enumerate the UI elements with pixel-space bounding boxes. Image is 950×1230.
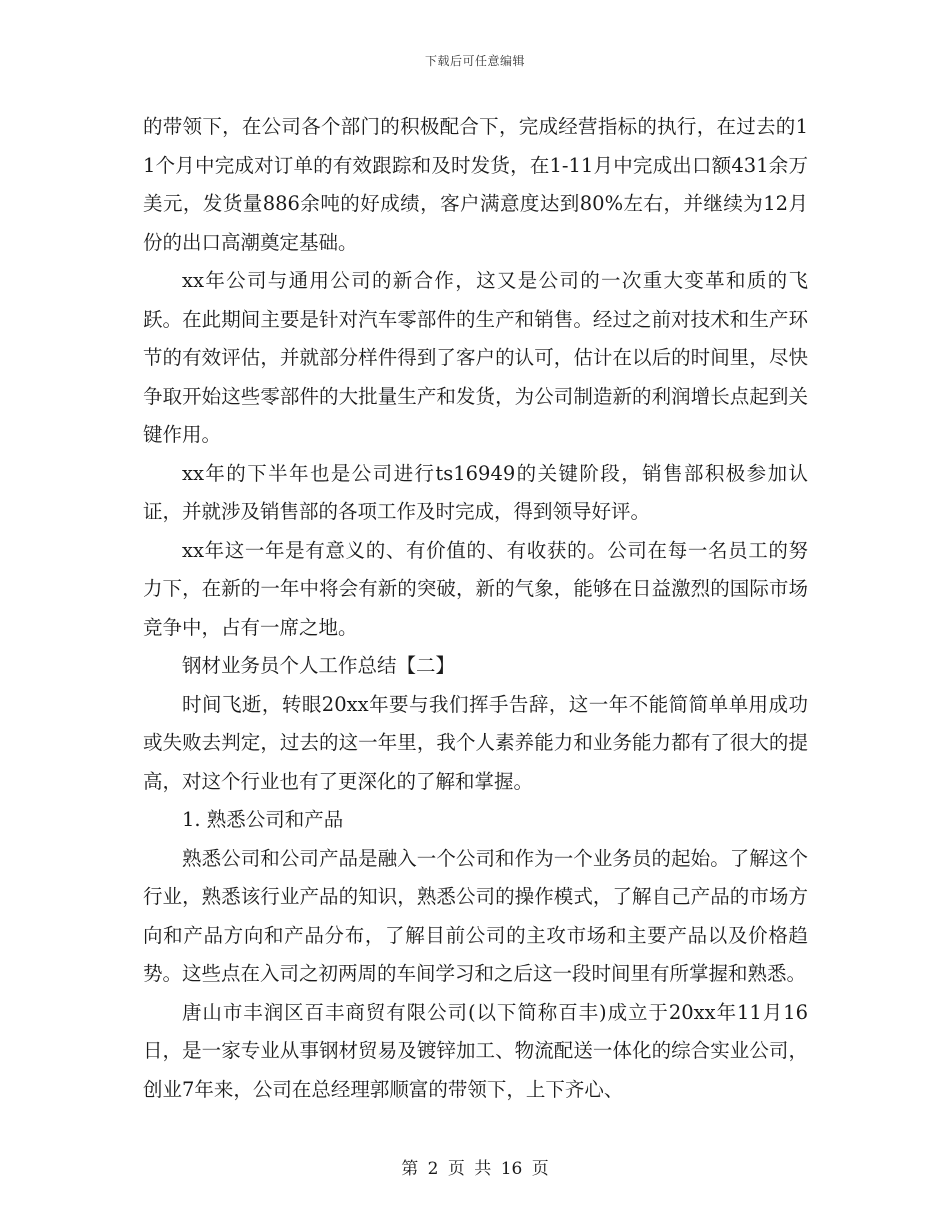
section-heading: 钢材业务员个人工作总结【二】 — [182, 654, 456, 677]
paragraph-5: 时间飞逝，转眼20xx年要与我们挥手告辞，这一年不能简简单单用成功或失败去判定，过去的这一年里，我个人素养能力和业务能力都有了很大的提高，对这个行业也有了更深化的了解和掌握。 — [143, 692, 808, 793]
paragraph-6: 熟悉公司和公司产品是融入一个公司和作为一个业务员的起始。了解这个行业，熟悉该行业产品的知识，熟悉公司的操作模式，了解自己产品的市场方向和产品方向和产品分布，了解目前公司的主攻市场和主要产品以及价格趋势。这些点在入司之初两周的车间学习和之后这一段时间里有所掌握和熟悉。 — [143, 846, 808, 985]
subsection-heading: 1. 熟悉公司和产品 — [182, 808, 344, 831]
paragraph-4: xx年这一年是有意义的、有价值的、有收获的。公司在每一名员工的努力下，在新的一年中将会有新的突破，新的气象，能够在日益激烈的国际市场竞争中，占有一席之地。 — [143, 538, 808, 639]
paragraph-7: 唐山市丰润区百丰商贸有限公司(以下简称百丰)成立于20xx年11月16日，是一家专业从事钢材贸易及镀锌加工、物流配送一体化的综合实业公司，创业7年来，公司在总经理郭顺富的带领下，上下齐心、 — [143, 1000, 808, 1101]
page-number-footer: 第 2 页 共 16 页 — [401, 1159, 549, 1179]
paragraph-3: xx年的下半年也是公司进行ts16949的关键阶段，销售部积极参加认证，并就涉及销售部的各项工作及时完成，得到领导好评。 — [143, 461, 808, 523]
paragraph-1: 的带领下，在公司各个部门的积极配合下，完成经营指标的执行，在过去的11个月中完成对订单的有效跟踪和及时发货，在1-11月中完成出口额431余万美元，发货量886余吨的好成绩，客户满意度达到80%左右，并继续为12月份的出口高潮奠定基础。 — [143, 115, 808, 254]
paragraph-2: xx年公司与通用公司的新合作，这又是公司的一次重大变革和质的飞跃。在此期间主要是针对汽车零部件的生产和销售。经过之前对技术和生产环节的有效评估，并就部分样件得到了客户的认可，估计在以后的时间里，尽快争取开始这些零部件的大批量生产和发货，为公司制造新的利润增长点起到关键作用。 — [143, 269, 808, 446]
page-header: 下载后可任意编辑 — [424, 54, 525, 68]
document-body — [143, 108, 808, 1109]
